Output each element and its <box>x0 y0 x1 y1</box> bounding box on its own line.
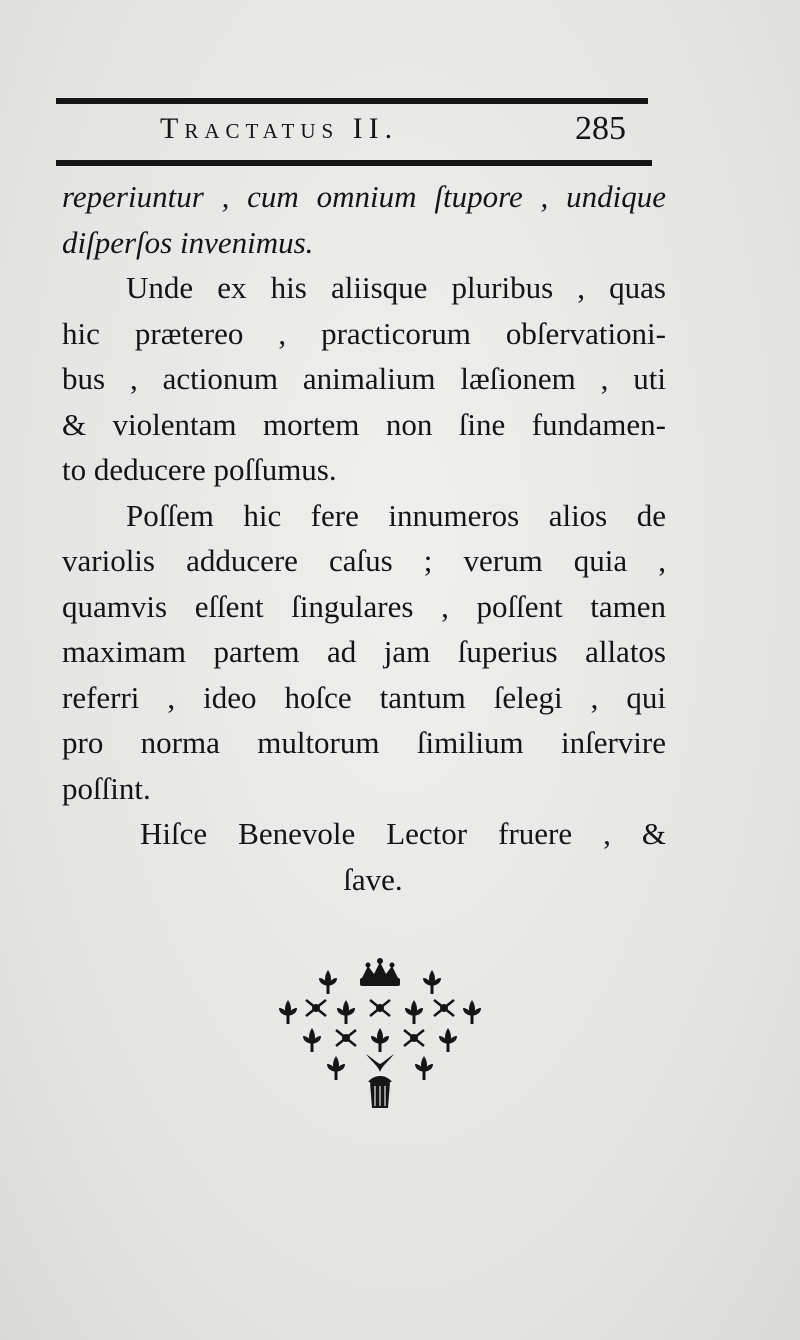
text-line: diſperſos invenimus. <box>62 224 314 260</box>
running-head-title: Tractatus II. <box>160 112 399 145</box>
page-number: 285 <box>575 110 626 147</box>
closing-line: Hiſce Benevole Lector fruere , & <box>140 816 666 851</box>
text-line: Unde ex his aliisque pluribus , quas <box>126 270 666 305</box>
running-head <box>160 108 640 156</box>
text-line: poſſint. <box>62 770 151 806</box>
text-line: referri , ideo hoſce tantum ſelegi , qui <box>62 679 666 715</box>
text-line: & violentam mortem non ſine fundamen- <box>62 406 666 442</box>
text-line: pro norma multorum ſimilium inſervire <box>62 725 666 760</box>
crowned-fleuron-tailpiece-icon <box>270 958 490 1118</box>
closing-line: ſave. <box>343 861 403 897</box>
text-line: bus , actionum animalium læſionem , uti <box>62 361 666 396</box>
text-line: reperiuntur , cum omnium ſtupore , undique <box>62 179 666 214</box>
text-line: maximam partem ad jam ſuperius allatos <box>62 634 666 669</box>
main-text <box>62 174 666 902</box>
header-rule-top <box>56 98 648 104</box>
text-line: variolis adducere caſus ; verum quia , <box>62 543 666 578</box>
text-line: Poſſem hic fere innumeros alios de <box>126 497 666 533</box>
text-line: quamvis eſſent ſingulares , poſſent tamen <box>62 588 666 624</box>
text-line: to deducere poſſumus. <box>62 452 337 487</box>
text-line: hic prætereo , practicorum obſervationi- <box>62 315 666 351</box>
header-rule-bottom <box>56 160 652 166</box>
